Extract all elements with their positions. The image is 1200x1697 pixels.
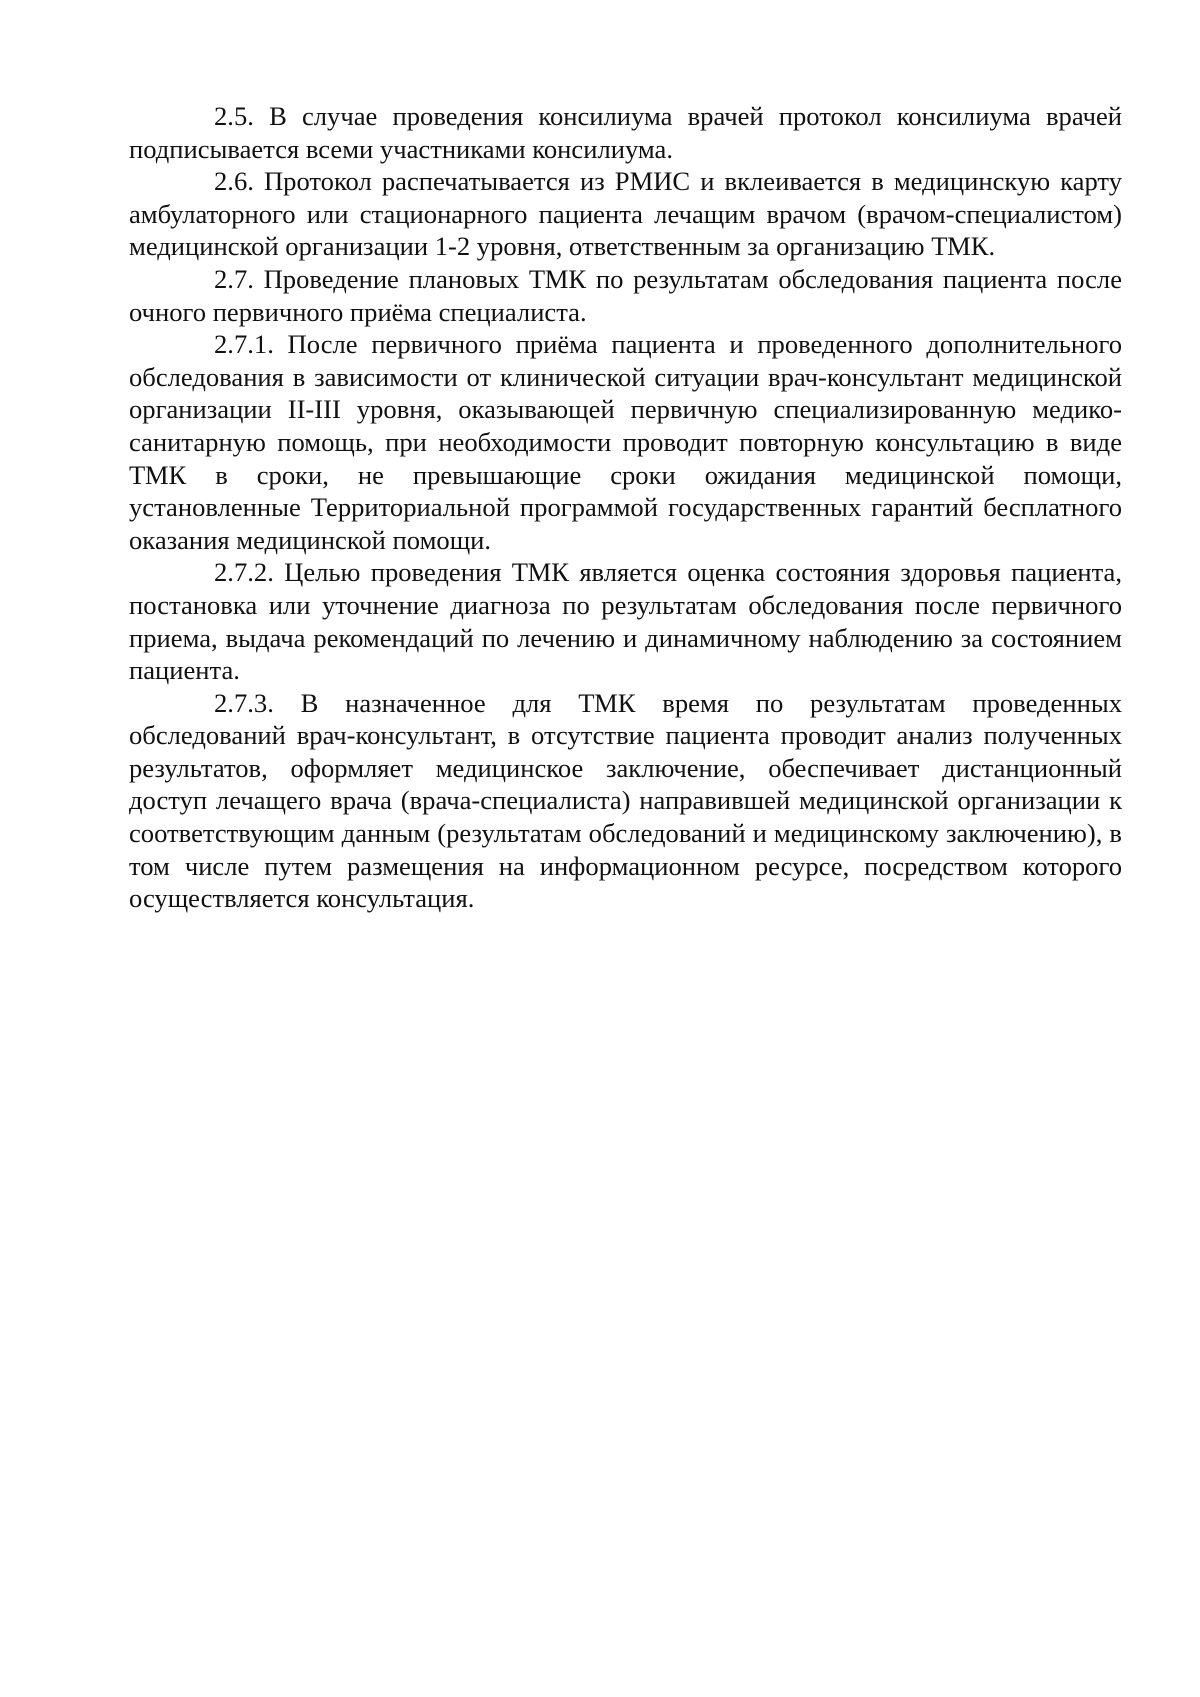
document-page [129,100,1122,915]
paragraph-2-7-3: 2.7.3. В назначенное для ТМК время по результатам проведенных обследований врач-консультант, в отсутствие пациента проводит анализ полученных результатов, оформляет медицинское заключение, обеспечивает дистанционный доступ лечащего врача (врача-специалиста) направившей медицинской организации к соответствующим данным (результатам обследований и медицинскому заключению), в том числе путем размещения на информационном ресурсе, посредством которого осуществляется консультация. [129,687,1122,914]
paragraph-2-7-2: 2.7.2. Целью проведения ТМК является оценка состояния здоровья пациента, постановка или уточнение диагноза по результатам обследования после первичного приема, выдача рекомендаций по лечению и динамичному наблюдению за состоянием пациента. [129,557,1122,686]
paragraph-2-5: 2.5. В случае проведения консилиума врачей протокол консилиума врачей подписывается всеми участниками консилиума. [129,101,1122,164]
paragraph-2-7-1: 2.7.1. После первичного приёма пациента и проведенного дополнительного обследования в зависимости от клинической ситуации врач-консультант медицинской организации II-III уровня, оказывающей первичную специализированную медико-санитарную помощь, при необходимости проводит повторную консультацию в виде ТМК в сроки, не превышающие сроки ожидания медицинской помощи, установленные Территориальной программой государственных гарантий бесплатного оказания медицинской помощи. [129,329,1122,555]
paragraph-2-6: 2.6. Протокол распечатывается из РМИС и вклеивается в медицинскую карту амбулаторного или стационарного пациента лечащим врачом (врачом-специалистом) медицинской организации 1-2 уровня, ответственным за организацию ТМК. [129,166,1122,262]
paragraph-2-7: 2.7. Проведение плановых ТМК по результатам обследования пациента после очного первичного приёма специалиста. [129,263,1122,327]
